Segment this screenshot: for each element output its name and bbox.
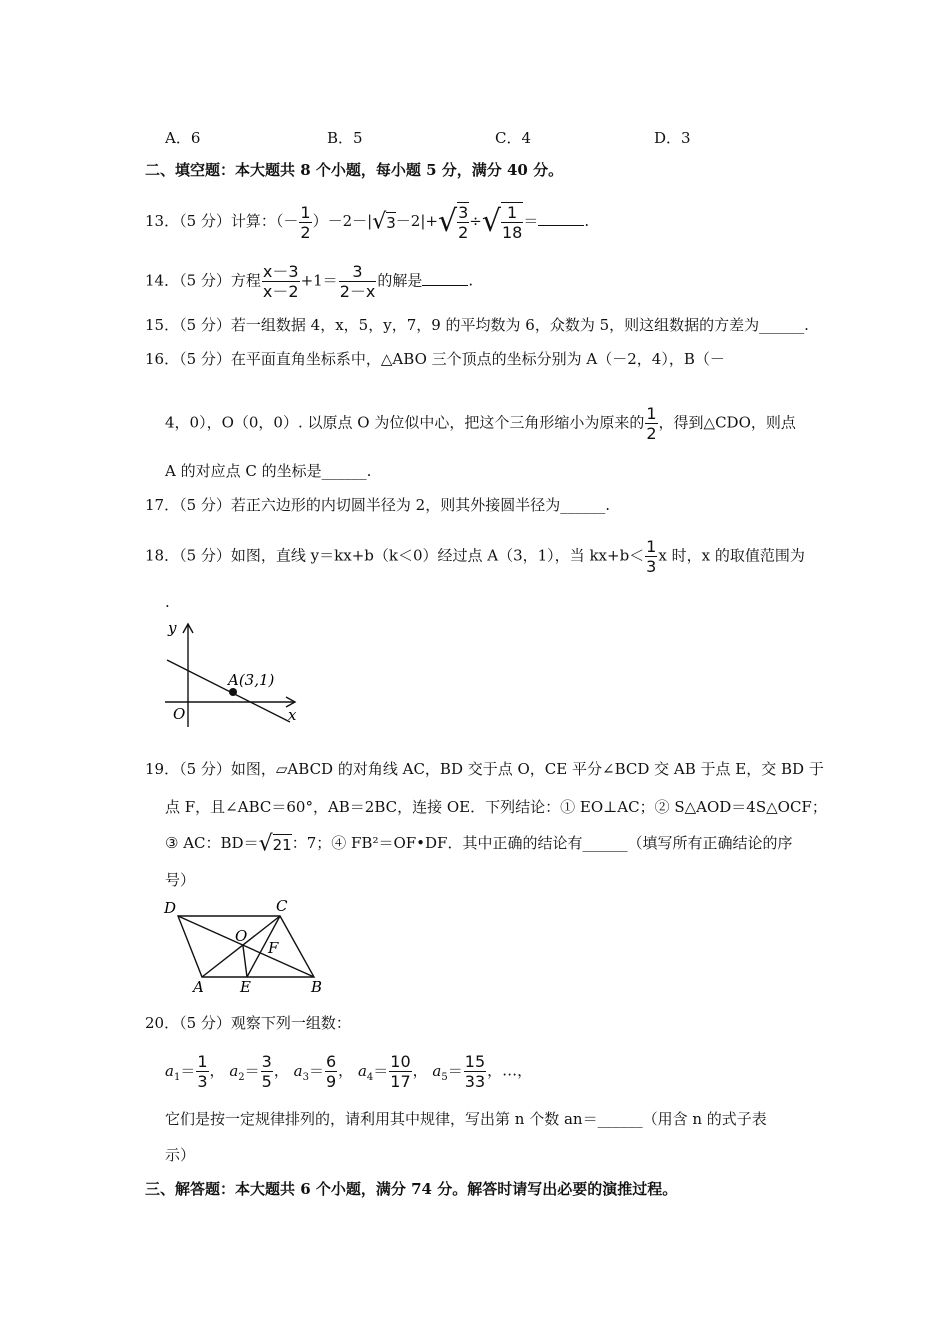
question-15: 15．（5 分）若一组数据 4，x，5，y，7，9 的平均数为 6，众数为 5，则这组数据的方差为______. [145, 316, 809, 334]
q20-term: $a_1=$ $\frac{1}{3}$ [165, 1052, 208, 1091]
label-b: B [311, 978, 323, 995]
label-o: O [235, 927, 248, 945]
question-13 [145, 202, 589, 242]
q20-term: $a_2=$ $\frac{3}{5}$ [229, 1052, 272, 1091]
option-d: D．3 [654, 129, 691, 147]
q16-fraction: $\frac{1}{2}$ [646, 404, 657, 443]
q19-sqrt: √21 [258, 831, 292, 856]
q20-term: $a_3=$ $\frac{6}{9}$ [293, 1052, 337, 1091]
label-f: F [268, 939, 279, 957]
question-19-line-1: 19．（5 分）如图，▱ABCD 的对角线 AC，BD 交于点 O，CE 平分∠BCD 交 AB 于点 E，交 BD 于 [145, 760, 824, 778]
question-19-line-3 [165, 833, 792, 855]
label-c: C [276, 897, 288, 915]
q13-sqrt-2: √ $\frac{3}{2}$ [437, 203, 469, 242]
q13-mid: －2|+ [395, 212, 438, 230]
question-20-line-4: 示） [165, 1146, 196, 1164]
q13-f1-den: 2 [300, 222, 311, 242]
q13-answer-blank[interactable] [538, 211, 584, 226]
origin-label: O [173, 705, 186, 723]
q20-term: $a_4=$ $\frac{10}{17}$ [357, 1052, 411, 1091]
q14-fraction-2: $\frac{3}{2-x}$ [339, 262, 376, 301]
q20-ellipsis: ，…， [487, 1061, 533, 1080]
q14-fraction-1: $\frac{x-3}{x-2}$ [262, 262, 299, 301]
section-2-heading: 二、填空题：本大题共 8 个小题，每小题 5 分，满分 40 分。 [145, 161, 564, 179]
q13-equals: ＝ [523, 212, 539, 230]
segment-oe [243, 946, 247, 977]
label-a: A [193, 978, 204, 995]
q19-line-3a: ③ AC：BD＝ [165, 834, 259, 852]
q19-figure [160, 895, 335, 995]
option-b: B．5 [327, 129, 363, 147]
q18-line-1b: x 时，x 的取值范围为 [658, 546, 805, 565]
label-e: E [240, 978, 251, 995]
q13-power: ）－2－| [312, 212, 373, 230]
point-a [229, 688, 237, 696]
point-a-label: A(3,1) [228, 671, 275, 689]
y-label: y [168, 619, 177, 637]
q14-tail: . [468, 271, 474, 290]
q16-line-2a: 4，0），O（0，0）. 以原点 O 为位似中心，把这个三角形缩小为原来的 [165, 413, 645, 432]
q18-fraction: $\frac{1}{3}$ [646, 537, 657, 576]
x-label: x [288, 706, 297, 724]
q14-answer-blank[interactable] [422, 271, 468, 286]
q14-plus: +1＝ [300, 271, 338, 290]
q18-line-1a: 18．（5 分）如图，直线 y＝kx+b（k＜0）经过点 A（3，1），当 kx+b＜ [145, 546, 645, 565]
question-18-line-2: . [165, 593, 170, 611]
q13-f1-num: 1 [300, 202, 311, 222]
question-20-line-3: 它们是按一定规律排列的，请利用其中规律，写出第 n 个数 an＝______（用含 n 的式子表 [165, 1110, 767, 1128]
q20-term: $a_5=$ $\frac{15}{33}$ [432, 1052, 486, 1091]
q13-fraction-1 [299, 203, 311, 242]
question-16-line-3: A 的对应点 C 的坐标是______. [165, 462, 372, 480]
question-14 [145, 262, 473, 301]
label-d: D [164, 899, 177, 917]
q13-prefix: 13．（5 分）计算：（－ [145, 212, 299, 230]
q19-line-3b: ：7；④ FB²＝OF•DF．其中正确的结论有______（填写所有正确结论的序 [291, 834, 793, 852]
q13-div: ÷ [469, 212, 482, 230]
question-16-line-2 [165, 404, 796, 443]
section-3-heading: 三、解答题：本大题共 6 个小题，满分 74 分。解答时请写出必要的演推过程。 [145, 1180, 678, 1198]
question-17: 17．（5 分）若正六边形的内切圆半径为 2，则其外接圆半径为______. [145, 496, 610, 514]
question-19-line-4: 号） [165, 871, 196, 889]
question-19-line-2: 点 F，且∠ABC＝60°，AB＝2BC，连接 OE．下列结论：① EO⊥AC；② S△AOD＝4S△OCF； [165, 798, 827, 816]
q16-line-2b: ，得到△CDO，则点 [658, 413, 796, 432]
option-a: A．6 [165, 129, 201, 147]
q13-sqrt-1: √3 [372, 209, 396, 234]
q18-figure [160, 615, 310, 730]
line-y-kx-b [167, 660, 290, 722]
q14-prefix: 14．（5 分）方程 [145, 271, 261, 290]
question-16-line-1: 16．（5 分）在平面直角坐标系中，△ABO 三个顶点的坐标分别为 A（－2，4），B（－ [145, 350, 725, 368]
q13-tail: . [584, 212, 590, 230]
question-18-line-1 [145, 537, 805, 576]
q14-suffix: 的解是 [377, 271, 423, 290]
q13-sqrt-3: √ $\frac{1}{18}$ [481, 203, 523, 242]
option-c: C．4 [495, 129, 532, 147]
question-20-line-1: 20．（5 分）观察下列一组数： [145, 1014, 351, 1032]
question-20-sequence: $a_1=$ $\frac{1}{3}$ ， $a_2=$ $\frac{3}{5}$ ， $a_3=$ $\frac{6}{9}$ ， $a_4=$ $\frac{10}{17}$ ， $a_5=$ $\frac{15}{33}$ ，…， [165, 1052, 533, 1091]
